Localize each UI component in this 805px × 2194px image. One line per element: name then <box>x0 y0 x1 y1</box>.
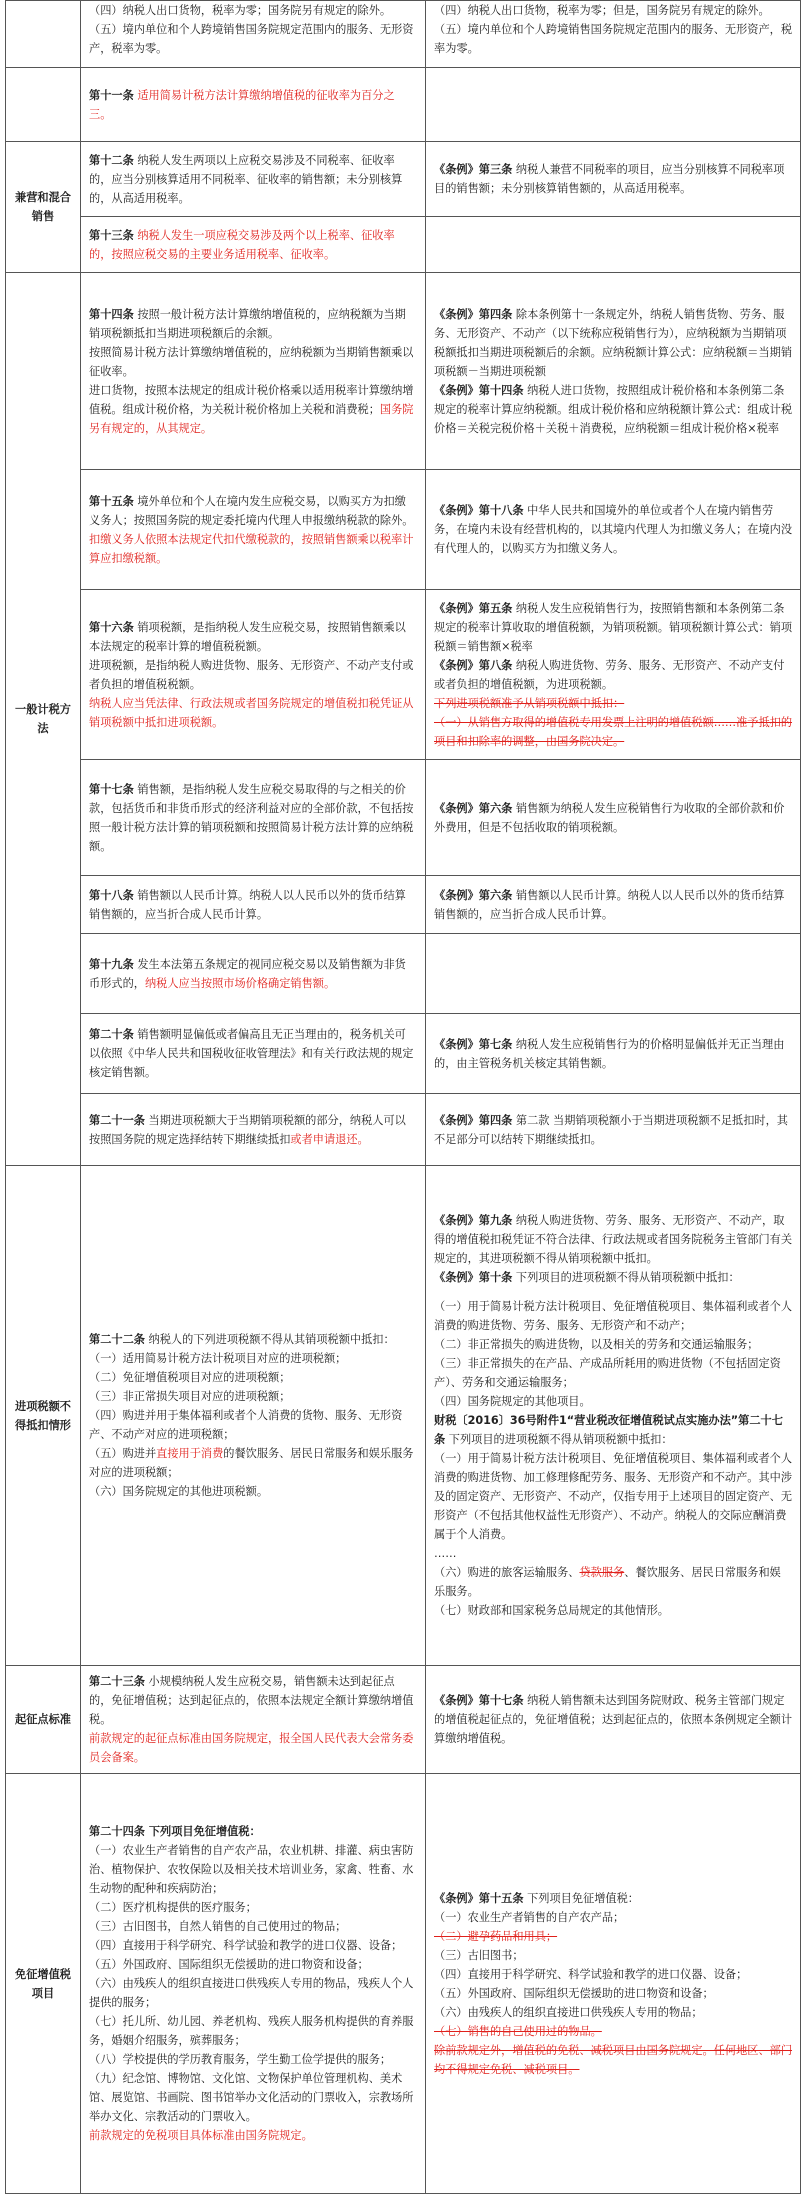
deleted-text: 下列进项税额准予从销项税额中抵扣： <box>434 696 625 710</box>
article-text-new: 纳税人应当按照市场价格确定销售额。 <box>144 976 336 990</box>
article-number: 第十四条 <box>89 307 134 321</box>
old-rule-cell <box>426 934 801 1014</box>
category-cell <box>6 1 81 68</box>
new-law-cell <box>81 1774 426 2194</box>
article-number: 第十六条 <box>89 620 134 634</box>
article-text: 销售额以人民币计算。纳税人以人民币以外的货币结算销售额的，应当折合成人民币计算。 <box>434 888 785 921</box>
table-row <box>6 760 801 876</box>
list-item: （八）学校提供的学历教育服务，学生勤工俭学提供的服务； <box>89 2053 392 2066</box>
item-prefix: （六）购进的旅客运输服务、 <box>434 1566 580 1579</box>
article-text: 小规模纳税人发生应税交易，销售额未达到起征点的，免征增值税；达到起征点的，依照本法规定全额计算缴纳增值税。 <box>89 1675 414 1726</box>
list-item: （一）用于简易计税方法计税项目、免征增值税项目、集体福利或者个人消费的购进货物、加工修理修配劳务、服务、无形资产和不动产。其中涉及的固定资产、无形资产、不动产，仅指专用于上述项目的固定资产、无形资产（不包括其他权益性无形资产）、不动产。纳税人的交际应酬消费属于个人消费。 <box>434 1452 793 1541</box>
article-number: 第二十二条 <box>89 1333 145 1346</box>
new-law-cell <box>81 1094 426 1166</box>
article-text: 发生本法第五条规定的视同应税交易以及销售额为非货币形式的， <box>89 957 406 990</box>
article-text-new: 前款规定的免税项目具体标准由国务院规定。 <box>89 2129 313 2142</box>
old-rule-cell <box>426 1666 801 1774</box>
article-text-new: 直接用于消费 <box>156 1447 224 1460</box>
article-text-new: 前款规定的起征点标准由国务院规定，报全国人民代表大会常务委员会备案。 <box>89 1732 414 1764</box>
article-number: 《条例》第五条 <box>434 601 513 615</box>
new-law-cell: （四）纳税人出口货物，税率为零；国务院另有规定的除外。 （五）境内单位和个人跨境销售国务院规定范围内的服务、无形资产，税率为零。 <box>81 1 426 68</box>
table-row <box>6 273 801 470</box>
item-prefix: （五）购进并 <box>89 1447 157 1460</box>
new-law-cell <box>81 934 426 1014</box>
article-text: 销售额，是指纳税人发生应税交易取得的与之相关的价款，包括货币和非货币形式的经济利益对应的全部价款，不包括按照一般计税方法计算的销项税额和按照简易计税方法计算的应纳税额。 <box>89 782 414 853</box>
article-number: 《条例》第三条 <box>434 163 513 176</box>
new-law-cell <box>81 273 426 470</box>
old-rule-cell <box>426 760 801 876</box>
old-rule-cell <box>426 217 801 273</box>
article-text: 纳税人购进货物、劳务、服务、无形资产、不动产，取得的增值税扣税凭证不符合法律、行政法规或者国务院税务主管部门有关规定的，其进项税额不得从销项税额中抵扣。 <box>434 1214 793 1265</box>
table-row <box>6 1774 801 2194</box>
list-item: （六）由残疾人的组织直接进口供残疾人专用的物品； <box>434 2005 703 2019</box>
article-number: 《条例》第四条 <box>434 1113 513 1127</box>
article-text: 纳税人销售额未达到国务院财政、税务主管部门规定的增值税起征点的，免征增值税；达到起征点的，依照本条例规定全额计算缴纳增值税。 <box>434 1694 793 1745</box>
table-row <box>6 590 801 760</box>
article-text: 销项税额，是指纳税人发生应税交易，按照销售额乘以本法规定的税率计算的增值税税额。 进项税额，是指纳税人购进货物、服务、无形资产、不动产支付或者负担的增值税税额。 <box>89 620 414 691</box>
deleted-text: 贷款服务 <box>579 1566 625 1579</box>
article-number: 《条例》第十条 <box>434 1271 513 1284</box>
article-number: 《条例》第六条 <box>434 801 513 815</box>
article-number: 第十七条 <box>89 782 134 796</box>
list-item: （六）由残疾人的组织直接进口供残疾人专用的物品，残疾人个人提供的服务； <box>89 1977 414 2009</box>
article-number: 第十五条 <box>89 494 134 508</box>
old-rule-cell <box>426 590 801 760</box>
article-text-new: 适用简易计税方法计算缴纳增值税的征收率为百分之三。 <box>89 88 395 121</box>
old-rule-cell <box>426 1094 801 1166</box>
list-item <box>89 1444 417 1482</box>
new-law-cell <box>81 1666 426 1774</box>
article-number: 《条例》第八条 <box>434 658 513 672</box>
old-rule-cell <box>426 142 801 217</box>
new-law-cell <box>81 68 426 142</box>
table-row <box>6 1 801 68</box>
item-suffix: 、餐饮服务、居民日常服务和娱乐服务。 <box>434 1566 781 1598</box>
deleted-text: 除前款规定外，增值税的免税、减税项目由国务院规定。任何地区、部门均不得规定免税、减税项目。 <box>434 2043 793 2076</box>
list-item: （一）农业生产者销售的自产农产品； <box>434 1910 625 1924</box>
table-row <box>6 217 801 273</box>
list-item: （四）直接用于科学研究、科学试验和教学的进口仪器、设备； <box>434 1967 748 1981</box>
table-row <box>6 68 801 142</box>
article-text-new: 纳税人应当凭法律、行政法规或者国务院规定的增值税扣税凭证从销项税额中抵扣进项税额。 <box>89 696 414 729</box>
old-rule-cell <box>426 470 801 590</box>
article-text: 按照一般计税方法计算缴纳增值税的，应纳税额为当期销项税额抵扣当期进项税额后的余额。 按照简易计税方法计算缴纳增值税的，应纳税额为当期销售额乘以征收率。 进口货物，按照本法规定的组成计税价格乘以适用税率计算缴纳增值税。组成计税价格，为关税计税价格加上关税和消费税； <box>89 307 414 416</box>
article-text-new: 国务院另有规定的，从其规定。 <box>89 402 414 435</box>
list-item: （五）外国政府、国际组织无偿援助的进口物资和设备； <box>89 1958 369 1971</box>
article-text: 下列项目的进项税额不得从销项税额中抵扣： <box>515 1271 740 1284</box>
list-item: （五）外国政府、国际组织无偿援助的进口物资和设备； <box>434 1986 714 2000</box>
article-text: 除本条例第十一条规定外，纳税人销售货物、劳务、服务、无形资产、不动产（以下统称应税销售行为），应纳税额为当期销项税额抵扣当期进项税额后的余额。应纳税额计算公式：应纳税额＝当期销项税额－当期进项税额 <box>434 307 793 378</box>
table-row <box>6 1666 801 1774</box>
table-row <box>6 1094 801 1166</box>
list-item: （三）古旧图书，自然人销售的自己使用过的物品； <box>89 1920 347 1933</box>
article-text: 纳税人发生两项以上应税交易涉及不同税率、征收率的，应当分别核算适用不同税率、征收率的销售额；未分别核算的，从高适用税率。 <box>89 153 403 205</box>
article-text: 纳税人兼营不同税率的项目，应当分别核算不同税率项目的销售额；未分别核算销售额的，从高适用税率。 <box>434 163 785 195</box>
article-text: 中华人民共和国境外的单位或者个人在境内销售劳务，在境内未设有经营机构的，以其境内代理人为扣缴义务人；在境内没有代理人的，以购买方为扣缴义务人。 <box>434 504 793 555</box>
category-cell: 起征点标准 <box>6 1666 81 1774</box>
category-cell: 一般计税方法 <box>6 273 81 1166</box>
old-rule-cell <box>426 1774 801 2194</box>
new-law-cell <box>81 760 426 876</box>
list-item: （一）适用简易计税方法计税项目对应的进项税额； <box>89 1352 347 1365</box>
new-law-cell <box>81 1014 426 1094</box>
article-text-new: 扣缴义务人依照本法规定代扣代缴税款的，按照销售额乘以税率计算应扣缴税额。 <box>89 532 414 565</box>
article-text: 当期进项税额大于当期销项税额的部分，纳税人可以按照国务院的规定选择结转下期继续抵扣 <box>89 1113 406 1146</box>
article-number: 第二十一条 <box>89 1113 145 1127</box>
list-item: （二）免征增值税项目对应的进项税额； <box>89 1371 291 1384</box>
item-suffix: 的餐饮服务、居民日常服务和娱乐服务对应的进项税额； <box>89 1447 414 1479</box>
article-number: 《条例》第十七条 <box>434 1694 524 1707</box>
article-number: 第二十三条 <box>89 1675 145 1688</box>
table-row <box>6 1166 801 1666</box>
deleted-text: （一）从销售方取得的增值税专用发票上注明的增值税额……准予抵扣的项目和扣除率的调整，由国务院决定。 <box>434 715 793 748</box>
deleted-text: （七）销售的自己使用过的物品。 <box>434 2024 602 2038</box>
list-item: （四）国务院规定的其他项目。 <box>434 1395 591 1408</box>
list-item: （七）财政部和国家税务总局规定的其他情形。 <box>434 1604 669 1617</box>
category-cell: 进项税额不得抵扣情形 <box>6 1166 81 1666</box>
old-rule-cell <box>426 273 801 470</box>
category-cell: 兼营和混合销售 <box>6 142 81 273</box>
article-number: 财税〔2016〕36号附件1“营业税改征增值税试点实施办法”第二十七条 <box>434 1414 783 1446</box>
article-number: 第十一条 <box>89 88 134 102</box>
article-text: 纳税人发生应税销售行为，按照销售额和本条例第二条规定的税率计算收取的增值税额，为销项税额。销项税额计算公式：销项税额＝销售额×税率 <box>434 601 793 653</box>
table-row <box>6 934 801 1014</box>
list-item: （四）购进并用于集体福利或者个人消费的货物、服务、无形资产、不动产对应的进项税额； <box>89 1409 403 1441</box>
new-law-cell <box>81 470 426 590</box>
article-number: 《条例》第四条 <box>434 307 513 321</box>
article-number: 《条例》第七条 <box>434 1037 513 1051</box>
list-item: （一）用于简易计税方法计税项目、免征增值税项目、集体福利或者个人消费的购进货物、劳务、服务、无形资产和不动产； <box>434 1300 793 1332</box>
article-text: 纳税人购进货物、劳务、服务、无形资产、不动产支付或者负担的增值税额，为进项税额。 <box>434 658 785 691</box>
article-text-new: 纳税人发生一项应税交易涉及两个以上税率、征收率的，按照应税交易的主要业务适用税率、征收率。 <box>89 228 395 261</box>
new-law-cell <box>81 590 426 760</box>
article-number: 第二十条 <box>89 1028 134 1041</box>
list-item: （九）纪念馆、博物馆、文化馆、文物保护单位管理机构、美术馆、展览馆、书画院、图书馆举办文化活动的门票收入，宗教场所举办文化、宗教活动的门票收入。 <box>89 2072 414 2123</box>
old-rule-cell: （四）纳税人出口货物，税率为零；但是，国务院另有规定的除外。 （五）境内单位和个人跨境销售国务院规定范围内的服务、无形资产，税率为零。 <box>426 1 801 68</box>
article-text: 纳税人的下列进项税额不得从其销项税额中抵扣： <box>148 1333 395 1346</box>
article-number: 第十三条 <box>89 228 134 242</box>
new-law-cell <box>81 876 426 934</box>
old-rule-cell <box>426 68 801 142</box>
list-item: （三）古旧图书； <box>434 1948 524 1962</box>
list-item: （六）国务院规定的其他进项税额。 <box>89 1485 269 1498</box>
article-text-new: 或者申请退还。 <box>290 1132 369 1146</box>
article-number: 《条例》第六条 <box>434 888 513 902</box>
ellipsis: …… <box>434 1547 457 1560</box>
table-row <box>6 142 801 217</box>
table-row <box>6 470 801 590</box>
article-text: 纳税人进口货物，按照组成计税价格和本条例第二条规定的税率计算应纳税额。组成计税价格和应纳税额计算公式：组成计税价格＝关税完税价格＋关税＋消费税，应纳税额＝组成计税价格×税率 <box>434 383 793 435</box>
article-number: 《条例》第十八条 <box>434 504 524 517</box>
old-rule-cell <box>426 1166 801 1666</box>
article-number: 第十二条 <box>89 153 134 167</box>
comparison-table <box>5 0 801 2194</box>
new-law-cell <box>81 1166 426 1666</box>
new-law-cell <box>81 142 426 217</box>
new-law-cell <box>81 217 426 273</box>
article-text: 纳税人发生应税销售行为的价格明显偏低并无正当理由的，由主管税务机关核定其销售额。 <box>434 1037 785 1070</box>
article-text: 下列项目的进项税额不得从销项税额中抵扣： <box>448 1433 673 1446</box>
article-text: 境外单位和个人在境内发生应税交易，以购买方为扣缴义务人；按照国务院的规定委托境内代理人申报缴纳税款的除外。 <box>89 494 414 527</box>
list-item <box>434 1563 792 1601</box>
list-item: （三）非正常损失的在产品、产成品所耗用的购进货物（不包括固定资产）、劳务和交通运输服务； <box>434 1357 781 1389</box>
list-item: （一）农业生产者销售的自产农产品，农业机耕、排灌、病虫害防治、植物保护、农牧保险以及相关技术培训业务，家禽、牲畜、水生动物的配种和疾病防治； <box>89 1844 414 1895</box>
table-row <box>6 1014 801 1094</box>
article-number: 《条例》第九条 <box>434 1214 513 1227</box>
table-row <box>6 876 801 934</box>
article-number: 第十九条 <box>89 957 134 971</box>
list-item: （四）直接用于科学研究、科学试验和教学的进口仪器、设备； <box>89 1939 403 1952</box>
category-cell: 免征增值税项目 <box>6 1774 81 2194</box>
list-item: （三）非正常损失项目对应的进项税额； <box>89 1390 291 1403</box>
article-text: 第二款 当期销项税额小于当期进项税额不足抵扣时，其不足部分可以结转下期继续抵扣。 <box>434 1113 788 1146</box>
article-text: 销售额以人民币计算。纳税人以人民币以外的货币结算销售额的，应当折合成人民币计算。 <box>89 888 406 921</box>
category-cell <box>6 68 81 142</box>
article-number: 第十八条 <box>89 888 134 902</box>
old-rule-cell <box>426 876 801 934</box>
article-number: 《条例》第十四条 <box>434 383 524 397</box>
list-item: （二）医疗机构提供的医疗服务； <box>89 1901 257 1914</box>
article-number: 第二十四条 下列项目免征增值税： <box>89 1825 261 1838</box>
old-rule-cell <box>426 1014 801 1094</box>
article-text: 下列项目免征增值税： <box>527 1891 639 1905</box>
article-text: 销售额为纳税人发生应税销售行为收取的全部价款和价外费用，但是不包括收取的销项税额。 <box>434 801 785 834</box>
list-item: （二）非正常损失的购进货物，以及相关的劳务和交通运输服务； <box>434 1338 759 1351</box>
deleted-text: （二）避孕药品和用具； <box>434 1929 558 1943</box>
article-text: 销售额明显偏低或者偏高且无正当理由的，税务机关可以依照《中华人民共和国税收征收管理法》和有关行政法规的规定核定销售额。 <box>89 1028 414 1079</box>
list-item: （七）托儿所、幼儿园、养老机构、残疾人服务机构提供的育养服务，婚姻介绍服务，殡葬服务； <box>89 2015 414 2047</box>
article-number: 《条例》第十五条 <box>434 1891 524 1905</box>
